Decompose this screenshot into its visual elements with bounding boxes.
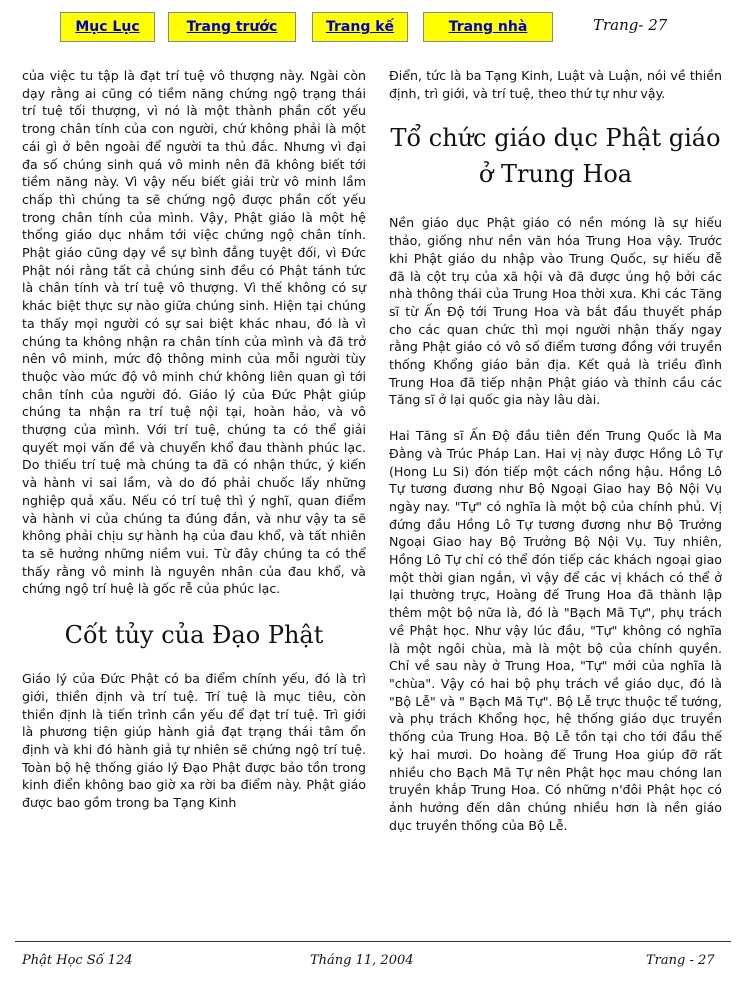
- footer-publication: Phật Học Số 124: [22, 953, 133, 968]
- footer-date: Tháng 11, 2004: [310, 953, 414, 968]
- section-heading-china: Tổ chức giáo dục Phật giáo ở Trung Hoa: [390, 124, 721, 189]
- section-heading-essence: Cốt tủy của Đạo Phật: [64, 621, 324, 650]
- nav-prev-page-button[interactable]: Trang trước: [168, 12, 296, 42]
- left-paragraph-2: Giáo lý của Đức Phật có ba điểm chính yếu, đó là trì giới, thiền định và trí tuệ. Trí tuệ là mục tiêu, còn thiền định là tiến trình cần yếu để đạt trí tuệ. Trì giới là phương tiện giúp hành giả đạt trạng thái tâm ổn định và khi đó hành giả tự nhiên sẽ chứng ngộ trí tuệ. Toàn bộ hệ thống giáo lý Đạo Phật được bảo tồn trong kinh điển không bao giờ xa rời ba điểm này. Phật giáo được bao gồm trong ba Tạng Kinh: [22, 671, 366, 811]
- right-paragraph-1: Nền giáo dục Phật giáo có nền móng là sự hiếu thảo, giống như nền văn hóa Trung Hoa vậy. Trước khi Phật giáo du nhập vào Trung Quốc, sự hiếu đễ đã là cột trụ của xã hội và đã được ủng hộ bởi các nhà thông thái của Trung Hoa thời xưa. Khi các Tăng sĩ từ Ấn Độ tới Trung Hoa và bắt đầu thuyết pháp cho các quan chức thì mọi người nhận thấy ngay rằng Phật giáo có vô số điểm tương đồng với truyền thống Khổng giáo bản địa. Kết quả là triều đình Trung Hoa đã tiếp nhận Phật giáo và thỉnh cầu các Tăng sĩ ở lại quốc gia này lâu dài.: [389, 215, 722, 408]
- right-paragraph-2: Hai Tăng sĩ Ấn Độ đầu tiên đến Trung Quốc là Ma Đằng và Trúc Pháp Lan. Hai vị này được Hồng Lô Tự (Hong Lu Si) đón tiếp một cách nồng hậu. Hồng Lô Tự tương đương như Bộ Ngoại Giao hay Bộ Nội Vụ ngày nay. "Tự" có nghĩa là một bộ của chính phủ. Vị đứng đầu Hồng Lô Tự tương đương như Bộ Trưởng Ngoại Giao hay Bộ Trưởng Bộ Nội Vụ. Tuy nhiên, Hồng Lô Tự chỉ có thể đón tiếp các khách ngoại giao một thời gian ngắn, vì vậy để các vị khách có thể ở lại thường trực, Hoàng đế Trung Hoa đã thành lập thêm một bộ nữa là, đó là "Bạch Mã Tự", phụ trách về Phật học. Như vậy lúc đầu, "Tự" không có nghĩa là một ngôi chùa, mà là một bộ của chính quyền. Chỉ về sau này ở Trung Hoa, "Tự" mới của nghĩa là "chùa". Vậy có hai bộ phụ trách về giáo dục, đó là "Bộ Lễ" và " Bạch Mã Tự". Bộ Lễ trực thuộc tể tướng, và phụ trách Khổng học, hệ thống giáo dục truyền thống của Trung Hoa. Bộ Lễ tồn tại cho tới đầu thế kỷ hai mươi. Do hoàng đế Trung Hoa giúp đỡ rất nhiều cho Bạch Mã Tự nên Phật học mau chóng lan truyền khắp Trung Hoa. Có những n'đôi Phật học có ảnh hưởng đến dân chúng nhiều hơn là nền giáo dục truyền thống của Bộ Lễ.: [389, 428, 722, 833]
- right-paragraph-0: Điển, tức là ba Tạng Kinh, Luật và Luận, nói về thiền định, trì giới, và trí tuệ, theo thứ tự như vậy.: [389, 68, 722, 101]
- footer-divider: [15, 941, 731, 942]
- nav-toc-button[interactable]: Mục Lục: [60, 12, 155, 42]
- right-column: [389, 67, 722, 834]
- footer-page-number: Trang - 27: [646, 953, 715, 968]
- nav-next-page-button[interactable]: Trang kế: [312, 12, 408, 42]
- left-paragraph-1: của việc tu tập là đạt trí tuệ vô thượng này. Ngài còn dạy rằng ai cũng có tiềm năng chứng ngộ trạng thái trí tuệ tối thượng, vì nó là một thành phần cốt yếu trong chân tính của con người, chứ không phải là một cái gì ở bên ngoài để người ta thủ đắc. Nhưng vì đại đa số chúng sinh quá vô minh nên đã không biết tới tiềm năng này. Vì vậy nếu biết giải trừ vô minh lầm chấp thì chúng ta sẽ chứng ngộ được phần cốt yếu trong chân tính của mình. Vậy, Phật giáo là một hệ thống giáo dục nhắm tới việc chứng ngộ chân tính. Phật giáo cũng dạy về sự bình đẳng tuyệt đối, vì Đức Phật nói rằng tất cả chúng sinh đều có Phật tánh tức là chân tính và trí tuệ vô thượng. Vì thế không có sự khác biệt thực sự nào giữa chúng sinh. Hiện tại chúng ta thấy mọi người có sự sai biệt khác nhau, đó là vì chúng ta không nhận ra chân tính của mình và đã trở nên vô minh, mức độ thông minh của mỗi người tùy thuộc vào mức độ vô minh chứ không liên quan gì tới chân tính của người đó. Giáo lý của Đức Phật giúp chúng ta nhận ra trí tuệ nội tại, hoàn hảo, và vô thượng của mình. Với trí tuệ, chúng ta có thể giải quyết mọi vấn đề và chuyển khổ đau thành phúc lạc. Do thiếu trí tuệ mà chúng ta đã có nhận thức, ý kiến và hành vi sai lầm, và do đó phải chuốc lấy những nghiệp quả xấu. Nếu có trí tuệ thì ý nghĩ, quan điểm và hành vi của chúng ta đúng đắn, và như vậy ta sẽ không phải chịu sự hành hạ của đau khổ, và tất nhiên ta sẽ hưởng những niềm vui. Từ đây chúng ta có thể thấy rằng vô minh là nguyên nhân của đau khổ, và chứng ngộ trí huệ là gốc rễ của phúc lạc.: [22, 68, 366, 597]
- nav-home-button[interactable]: Trang nhà: [423, 12, 553, 42]
- page-number-top: Trang- 27: [593, 16, 668, 34]
- left-column: [22, 67, 366, 812]
